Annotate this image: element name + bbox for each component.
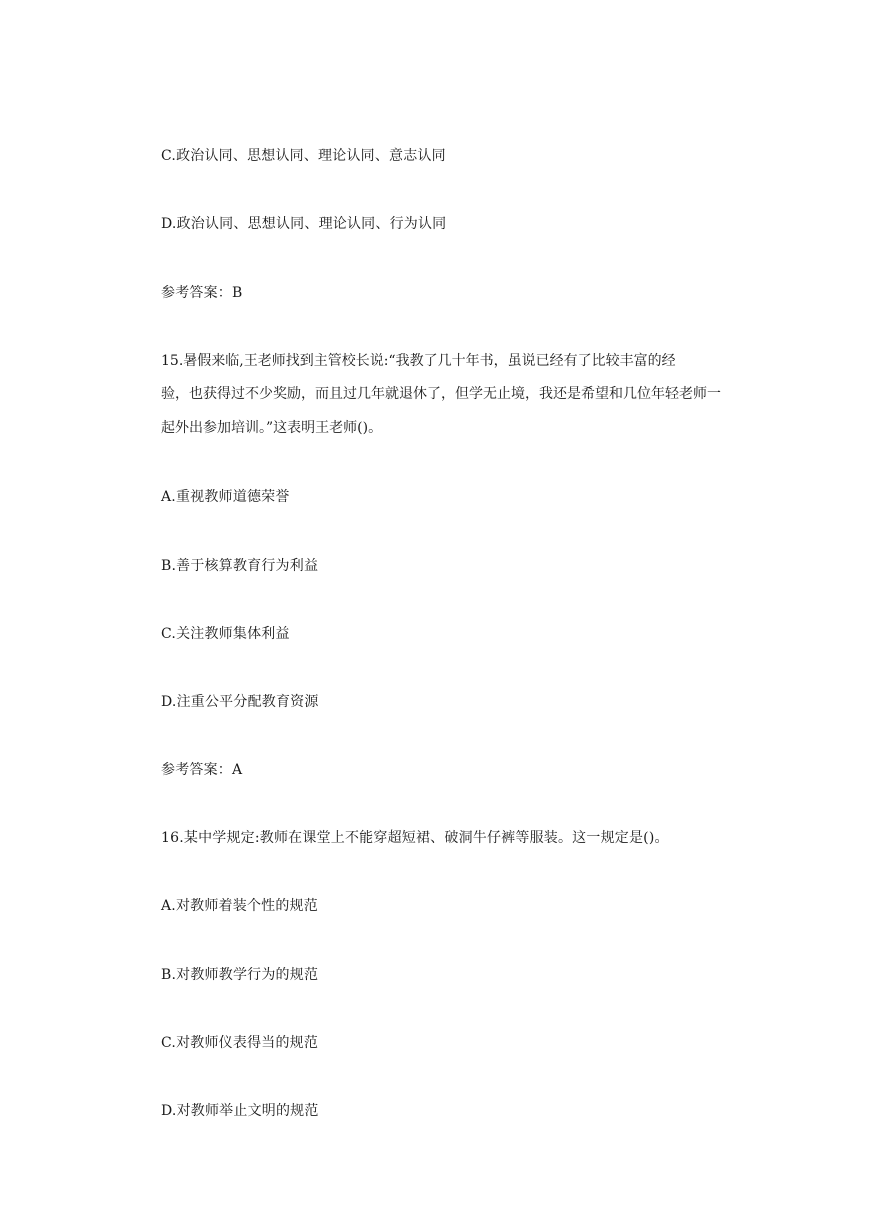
q15-stem-line-1: 15.暑假来临,王老师找到主管校长说:“我教了几十年书，虽说已经有了比较丰富的经	[161, 353, 676, 369]
q16-option-b: B.对教师教学行为的规范	[161, 967, 319, 983]
q16-option-c: C.对教师仪表得当的规范	[161, 1035, 319, 1051]
q15-option-c: C.关注教师集体利益	[161, 626, 290, 642]
q15-answer: 参考答案：A	[161, 762, 243, 778]
q14-answer: 参考答案：B	[161, 285, 243, 301]
q15-stem-line-2: 验，也获得过不少奖励，而且过几年就退休了，但学无止境，我还是希望和几位年轻老师一	[161, 386, 721, 402]
q14-option-d: D.政治认同、思想认同、理论认同、行为认同	[161, 216, 447, 232]
q16-stem: 16.某中学规定:教师在课堂上不能穿超短裙、破洞牛仔裤等服装。这一规定是()。	[161, 830, 669, 846]
q15-option-b: B.善于核算教育行为利益	[161, 558, 319, 574]
q15-stem-line-3: 起外出参加培训。”这表明王老师()。	[161, 420, 383, 436]
q15-option-d: D.注重公平分配教育资源	[161, 694, 319, 710]
q15-option-a: A.重视教师道德荣誉	[161, 489, 290, 505]
q16-option-d: D.对教师举止文明的规范	[161, 1103, 319, 1119]
q16-option-a: A.对教师着装个性的规范	[161, 898, 318, 914]
q14-option-c: C.政治认同、思想认同、理论认同、意志认同	[161, 148, 446, 164]
